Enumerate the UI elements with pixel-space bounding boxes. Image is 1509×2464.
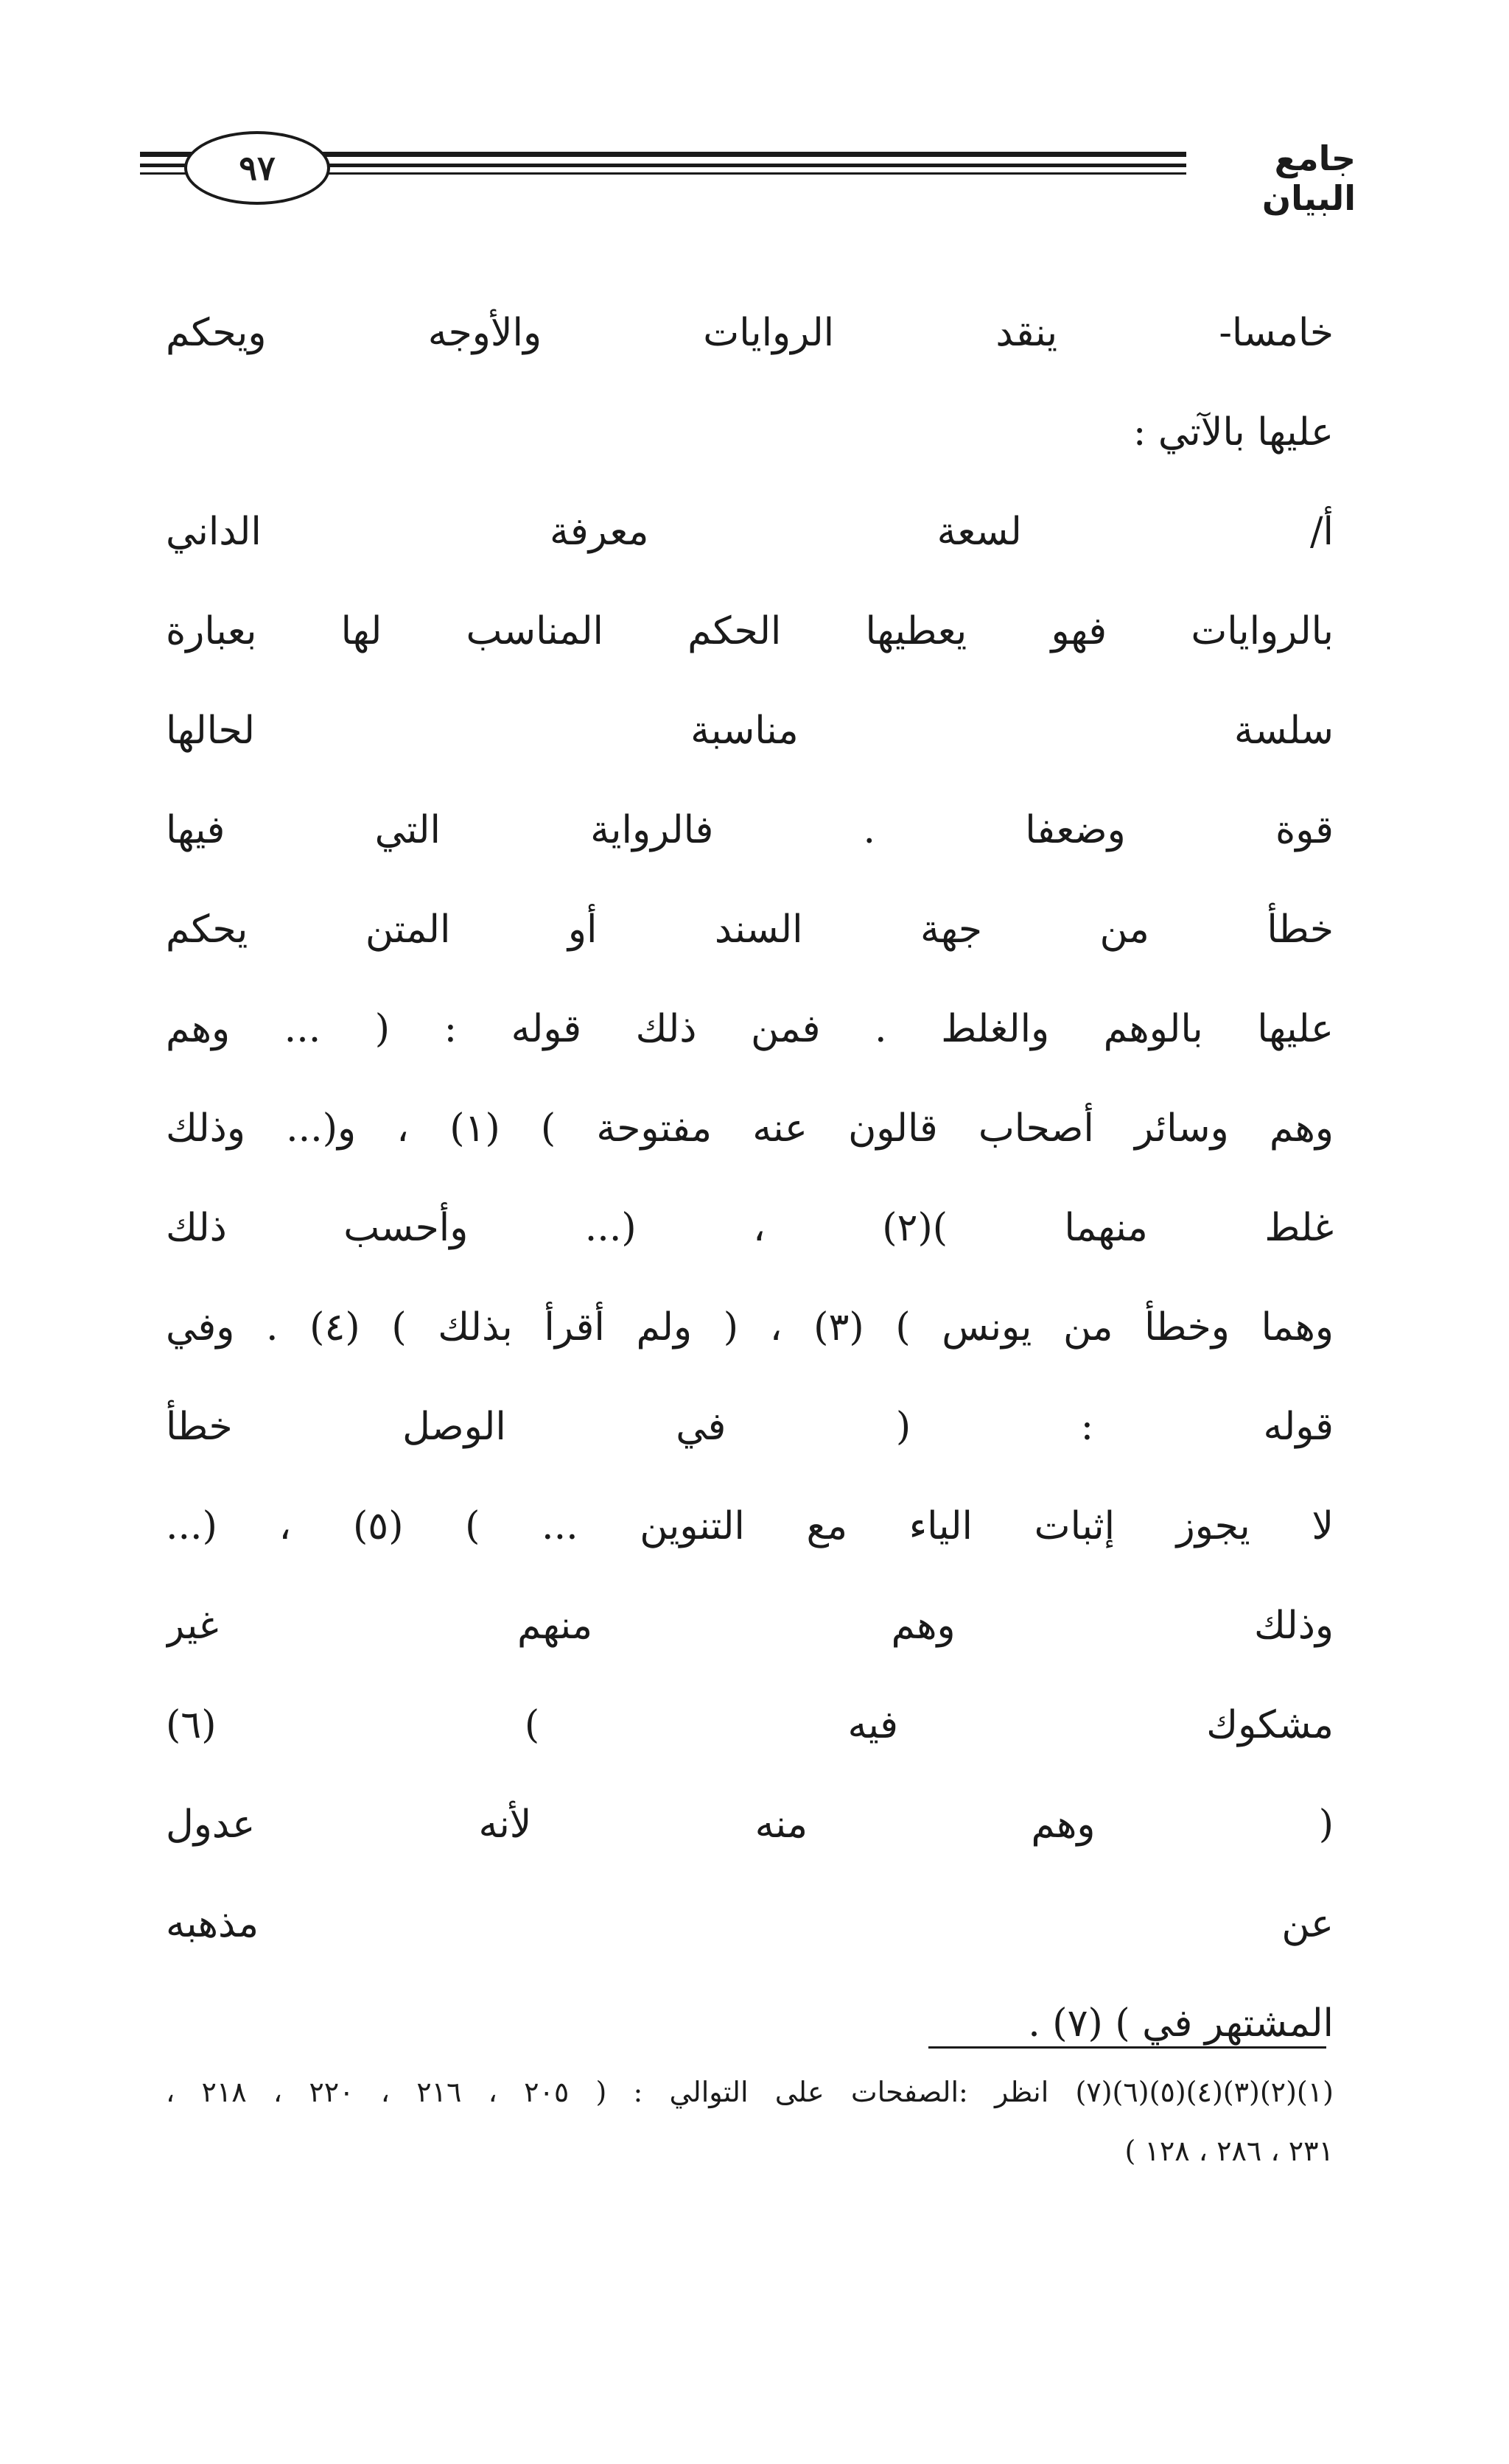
- text-line: أ/ لسعة معرفة الداني: [166, 510, 1334, 554]
- text-line: مشكوك فيه ) (٦): [166, 1703, 1334, 1747]
- footnotes: [166, 2063, 1334, 2180]
- text-line: وذلك وهم منهم غير: [166, 1604, 1334, 1648]
- book-title: جامع البيان: [1261, 138, 1356, 218]
- text-line: غلط منهما )(٢) ، (... وأحسب ذلك: [166, 1206, 1334, 1250]
- text-line: خامسا- ينقد الروايات والأوجه ويحكم: [166, 311, 1334, 355]
- text-line: قوة وضعفا . فالرواية التي فيها: [166, 808, 1334, 852]
- text-line: عليها بالوهم والغلط . فمن ذلك قوله : ( ... وهم: [166, 1007, 1334, 1051]
- text-line: وهما وخطأ من يونس ) (٣) ، ( ولم أقرأ بذلك ) (٤) . وفي: [166, 1305, 1334, 1349]
- text-line: عليها بالآتي :: [1132, 410, 1334, 454]
- text-line: ( وهم منه لأنه عدول: [166, 1803, 1334, 1847]
- footnote-separator: [928, 2046, 1326, 2049]
- text-line: لا يجوز إثبات الياء مع التنوين ... ) (٥) ، (...: [166, 1504, 1334, 1548]
- main-text: [166, 284, 1334, 2074]
- text-line: سلسة مناسبة لحالها: [166, 709, 1334, 753]
- text-line: خطأ من جهة السند أو المتن يحكم: [166, 908, 1334, 952]
- text-line: المشتهر في ) (٧) .: [1028, 2001, 1334, 2046]
- footnote-line: ٢٣١ ، ٢٨٦ ، ١٢٨ ): [1124, 2135, 1334, 2167]
- text-line: وهم وسائر أصحاب قالون عنه مفتوحة ) (١) ، و(... وذلك: [166, 1106, 1334, 1151]
- footnote-line: (١)(٢)(٣)(٤)(٥)(٦)(٧) انظر :الصفحات على التوالي : ( ٢٠٥ ، ٢١٦ ، ٢٢٠ ، ٢١٨ ،: [166, 2076, 1334, 2108]
- running-header: [140, 125, 1356, 218]
- page-number: ٩٧: [184, 131, 330, 205]
- text-line: قوله : ( في الوصل خطأ: [166, 1405, 1334, 1449]
- text-line: عن مذهبه: [166, 1902, 1334, 1946]
- text-line: بالروايات فهو يعطيها الحكم المناسب لها بعبارة: [166, 609, 1334, 653]
